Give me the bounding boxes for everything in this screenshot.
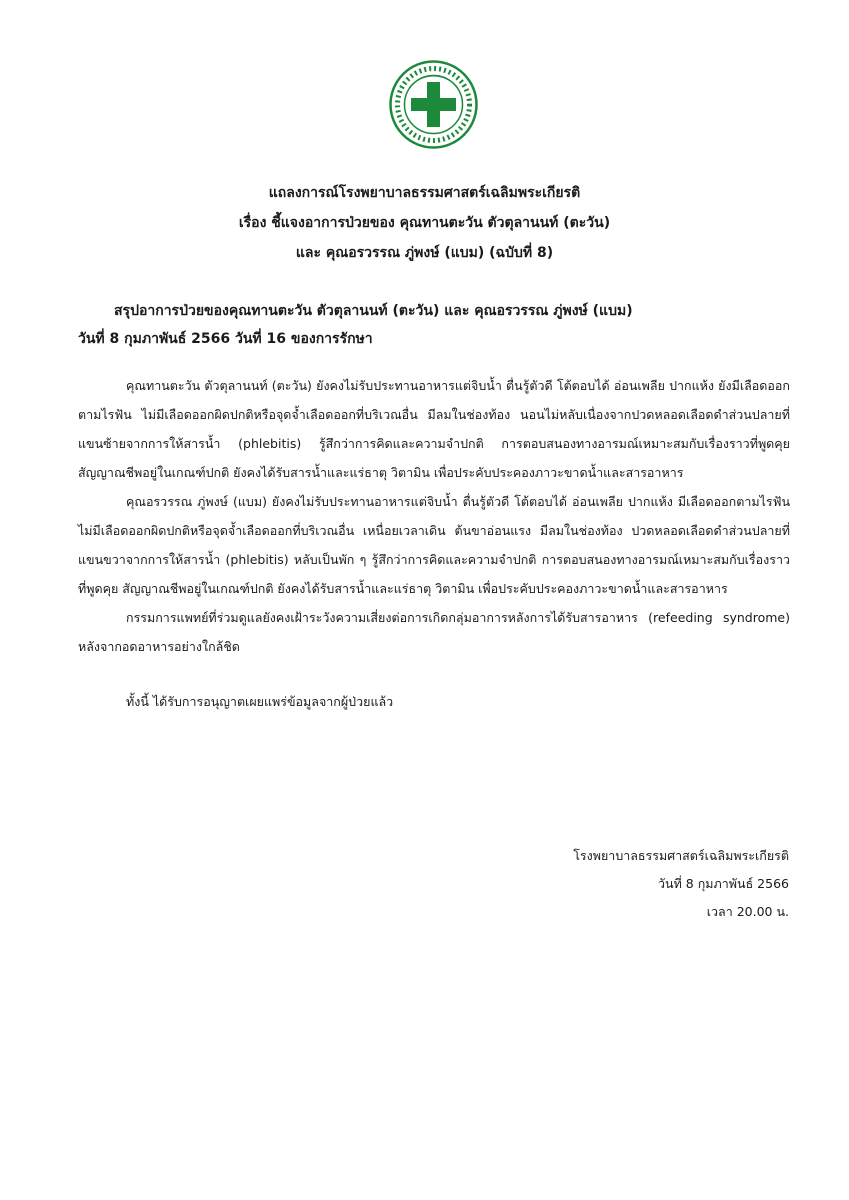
paragraph-medical-committee: กรรมการแพทย์ที่ร่วมดูแลยังคงเฝ้าระวังความเสี่ยงต่อการเกิดกลุ่มอาการหลังการได้รับสารอาหาร (refeeding syndrome) หลังจากอดอาหารอย่างใกล้ชิด (78, 610, 790, 654)
summary-heading (78, 297, 798, 353)
closing-statement: ทั้งนี้ ได้รับการอนุญาตเผยแพร่ข้อมูลจากผู้ป่วยแล้ว (126, 694, 394, 709)
hospital-logo (389, 60, 478, 149)
summary-line-2: วันที่ 8 กุมภาพันธ์ 2566 วันที่ 16 ของการรักษา (78, 331, 373, 347)
hospital-seal-icon (389, 60, 478, 149)
title-line-2: เรื่อง ชี้แจงอาการป่วยของ คุณทานตะวัน ตัวตุลานนท์ (ตะวัน) (238, 215, 611, 231)
signature-block (489, 842, 789, 926)
summary-line-1: สรุปอาการป่วยของคุณทานตะวัน ตัวตุลานนท์ (ตะวัน) และ คุณอรวรรณ ภู่พงษ์ (แบม) (114, 303, 633, 319)
title-line-3: และ คุณอรวรรณ ภู่พงษ์ (แบม) (ฉบับที่ 8) (295, 245, 554, 261)
paragraph-bam: คุณอรวรรณ ภู่พงษ์ (แบม) ยังคงไม่รับประทานอาหารแต่จิบน้ำ ตื่นรู้ตัวดี โต้ตอบได้ อ่อนเพลีย ปากแห้ง มีเลือดออกตามไรฟัน ไม่มีเลือดออกผิดปกติหรือจุดจ้ำเลือดออกที่บริเวณอื่น เหนื่อยเวลาเดิน ต้นขาอ่อนแรง มีลมในช่องท้อง ปวดหลอดเลือดดำส่วนปลายที่แขนขวาจากการให้สารน้ำ (phlebitis) หลับเป็นพัก ๆ รู้สึกว่าการคิดและความจำปกติ การตอบสนองทางอารมณ์เหมาะสมกับเรื่องราวที่พูดคุย สัญญาณชีพอยู่ในเกณฑ์ปกติ ยังคงได้รับสารน้ำและแร่ธาตุ วิตามิน เพื่อประคับประคองภาวะขาดน้ำและสารอาหาร (78, 494, 790, 596)
title-line-1: แถลงการณ์โรงพยาบาลธรรมศาสตร์เฉลิมพระเกียรติ (268, 185, 581, 201)
signature-org: โรงพยาบาลธรรมศาสตร์เฉลิมพระเกียรติ (573, 848, 789, 863)
signature-date: วันที่ 8 กุมภาพันธ์ 2566 (658, 876, 789, 891)
body-text (78, 371, 790, 716)
paragraph-tawan: คุณทานตะวัน ตัวตุลานนท์ (ตะวัน) ยังคงไม่รับประทานอาหารแต่จิบน้ำ ตื่นรู้ตัวดี โต้ตอบได้ อ่อนเพลีย ปากแห้ง ยังมีเลือดออกตามไรฟัน ไม่มีเลือดออกผิดปกติหรือจุดจ้ำเลือดออกที่บริเวณอื่น มีลมในช่องท้อง นอนไม่หลับเนื่องจากปวดหลอดเลือดดำส่วนปลายที่แขนซ้ายจากการให้สารน้ำ (phlebitis) รู้สึกว่าการคิดและความจำปกติ การตอบสนองทางอารมณ์เหมาะสมกับเรื่องราวที่พูดคุย สัญญาณชีพอยู่ในเกณฑ์ปกติ ยังคงได้รับสารน้ำและแร่ธาตุ วิตามิน เพื่อประคับประคองภาวะขาดน้ำและสารอาหาร (78, 378, 790, 480)
signature-time: เวลา 20.00 น. (706, 904, 789, 919)
announcement-title (0, 178, 849, 268)
